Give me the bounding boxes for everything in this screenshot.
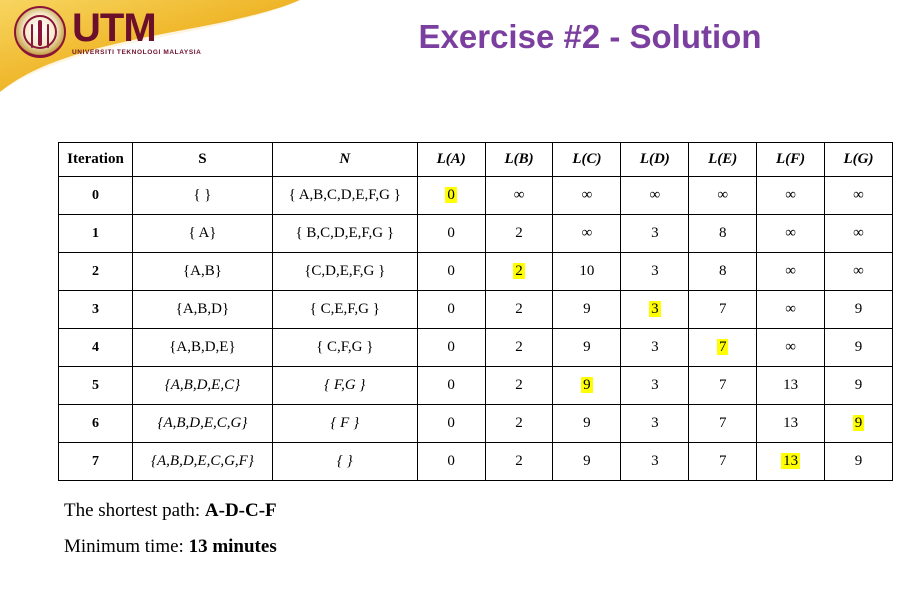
column-header-lg: L(G) <box>825 143 893 177</box>
highlighted-value: 3 <box>651 301 659 317</box>
summary-block <box>64 500 277 572</box>
cell-label-F: ∞ <box>757 329 825 367</box>
cell-label-C: 9 <box>553 443 621 481</box>
cell-set-s: {A,B,D,E,C,G,F} <box>132 443 272 481</box>
cell-set-n: { } <box>272 443 417 481</box>
cell-set-s: {A,B,D,E,C} <box>132 367 272 405</box>
shortest-path-label: The shortest path: <box>64 500 201 521</box>
cell-iteration: 5 <box>59 367 133 405</box>
cell-label-E: 7 <box>689 367 757 405</box>
cell-label-A: 0 <box>417 329 485 367</box>
cell-label-D: 3 <box>621 367 689 405</box>
cell-label-C: 9 <box>553 405 621 443</box>
cell-label-F: 13 <box>757 405 825 443</box>
cell-label-C <box>553 367 621 405</box>
cell-label-D: 3 <box>621 253 689 291</box>
cell-label-G: ∞ <box>825 177 893 215</box>
cell-label-E: ∞ <box>689 177 757 215</box>
cell-set-n: { C,E,F,G } <box>272 291 417 329</box>
cell-iteration: 7 <box>59 443 133 481</box>
table-row <box>59 329 893 367</box>
cell-iteration: 1 <box>59 215 133 253</box>
utm-logo-subtext: UNIVERSITI TEKNOLOGI MALAYSIA <box>72 48 202 56</box>
cell-set-n: { C,F,G } <box>272 329 417 367</box>
cell-set-n: {C,D,E,F,G } <box>272 253 417 291</box>
highlighted-value: 0 <box>447 187 455 203</box>
cell-set-s: {A,B,D,E} <box>132 329 272 367</box>
cell-label-G: 9 <box>825 291 893 329</box>
cell-label-C: 10 <box>553 253 621 291</box>
cell-label-E: 7 <box>689 291 757 329</box>
cell-label-B: 2 <box>485 329 553 367</box>
cell-set-n: { B,C,D,E,F,G } <box>272 215 417 253</box>
cell-label-G: ∞ <box>825 215 893 253</box>
cell-label-E: 7 <box>689 443 757 481</box>
cell-label-E: 8 <box>689 253 757 291</box>
cell-label-A: 0 <box>417 405 485 443</box>
highlighted-value: 9 <box>854 415 863 431</box>
cell-label-F: ∞ <box>757 215 825 253</box>
cell-label-F: ∞ <box>757 253 825 291</box>
cell-label-C: 9 <box>553 291 621 329</box>
cell-label-B: 2 <box>485 367 553 405</box>
cell-set-s: { A} <box>132 215 272 253</box>
dijkstra-table <box>58 142 893 481</box>
cell-label-D: ∞ <box>621 177 689 215</box>
shortest-path-value: A-D-C-F <box>204 500 277 521</box>
column-header-le: L(E) <box>689 143 757 177</box>
cell-iteration: 3 <box>59 291 133 329</box>
table-body <box>59 177 893 481</box>
column-header-lc: L(C) <box>553 143 621 177</box>
cell-label-B: 2 <box>485 443 553 481</box>
cell-label-A: 0 <box>417 215 485 253</box>
cell-set-n: { F } <box>272 405 417 443</box>
cell-label-G: 9 <box>825 367 893 405</box>
minimum-time-line <box>64 536 277 558</box>
cell-label-A <box>417 177 485 215</box>
cell-label-A: 0 <box>417 443 485 481</box>
cell-set-s: {A,B} <box>132 253 272 291</box>
cell-label-A: 0 <box>417 367 485 405</box>
cell-label-A: 0 <box>417 291 485 329</box>
cell-label-B <box>485 253 553 291</box>
column-header-lb: L(B) <box>485 143 553 177</box>
cell-iteration: 6 <box>59 405 133 443</box>
table-row <box>59 443 893 481</box>
cell-set-s: { } <box>132 177 272 215</box>
table-row <box>59 253 893 291</box>
cell-iteration: 0 <box>59 177 133 215</box>
column-header-ld: L(D) <box>621 143 689 177</box>
cell-label-G: 9 <box>825 443 893 481</box>
cell-label-F: 13 <box>757 367 825 405</box>
cell-label-C: ∞ <box>553 177 621 215</box>
column-header-iteration: Iteration <box>59 143 133 177</box>
cell-set-s: {A,B,D,E,C,G} <box>132 405 272 443</box>
cell-iteration: 2 <box>59 253 133 291</box>
minimum-time-label: Minimum time: <box>64 536 184 557</box>
table-row <box>59 291 893 329</box>
cell-label-F: ∞ <box>757 291 825 329</box>
cell-label-F <box>757 443 825 481</box>
cell-iteration: 4 <box>59 329 133 367</box>
column-header-la: L(A) <box>417 143 485 177</box>
table-row <box>59 177 893 215</box>
cell-label-E: 8 <box>689 215 757 253</box>
cell-label-A: 0 <box>417 253 485 291</box>
cell-label-D: 3 <box>621 443 689 481</box>
table-row <box>59 405 893 443</box>
cell-label-B: 2 <box>485 405 553 443</box>
cell-label-E <box>689 329 757 367</box>
utm-logo-word: UTM <box>72 5 156 50</box>
minimum-time-value: 13 minutes <box>188 536 277 557</box>
header-banner <box>0 0 300 92</box>
cell-set-n: { F,G } <box>272 367 417 405</box>
shortest-path-line <box>64 500 277 522</box>
column-header-s: S <box>132 143 272 177</box>
cell-label-B: ∞ <box>485 177 553 215</box>
utm-logo-text <box>72 5 202 57</box>
column-header-lf: L(F) <box>757 143 825 177</box>
utm-crest-icon <box>14 6 66 58</box>
cell-label-C: ∞ <box>553 215 621 253</box>
highlighted-value: 13 <box>783 453 799 469</box>
table-header-row <box>59 143 893 177</box>
utm-logo <box>14 6 201 58</box>
cell-label-D: 3 <box>621 215 689 253</box>
cell-label-G <box>825 405 893 443</box>
cell-label-D: 3 <box>621 329 689 367</box>
highlighted-value: 9 <box>583 377 591 393</box>
cell-set-n: { A,B,C,D,E,F,G } <box>272 177 417 215</box>
cell-label-D <box>621 291 689 329</box>
cell-label-G: 9 <box>825 329 893 367</box>
cell-label-D: 3 <box>621 405 689 443</box>
page-title: Exercise #2 - Solution <box>418 18 762 55</box>
highlighted-value: 7 <box>718 339 727 355</box>
table-row <box>59 215 893 253</box>
cell-set-s: {A,B,D} <box>132 291 272 329</box>
table-row <box>59 367 893 405</box>
cell-label-G: ∞ <box>825 253 893 291</box>
dijkstra-table-wrapper <box>58 142 893 481</box>
highlighted-value: 2 <box>515 263 523 279</box>
cell-label-B: 2 <box>485 291 553 329</box>
column-header-n: N <box>272 143 417 177</box>
cell-label-E: 7 <box>689 405 757 443</box>
cell-label-F: ∞ <box>757 177 825 215</box>
cell-label-C: 9 <box>553 329 621 367</box>
cell-label-B: 2 <box>485 215 553 253</box>
